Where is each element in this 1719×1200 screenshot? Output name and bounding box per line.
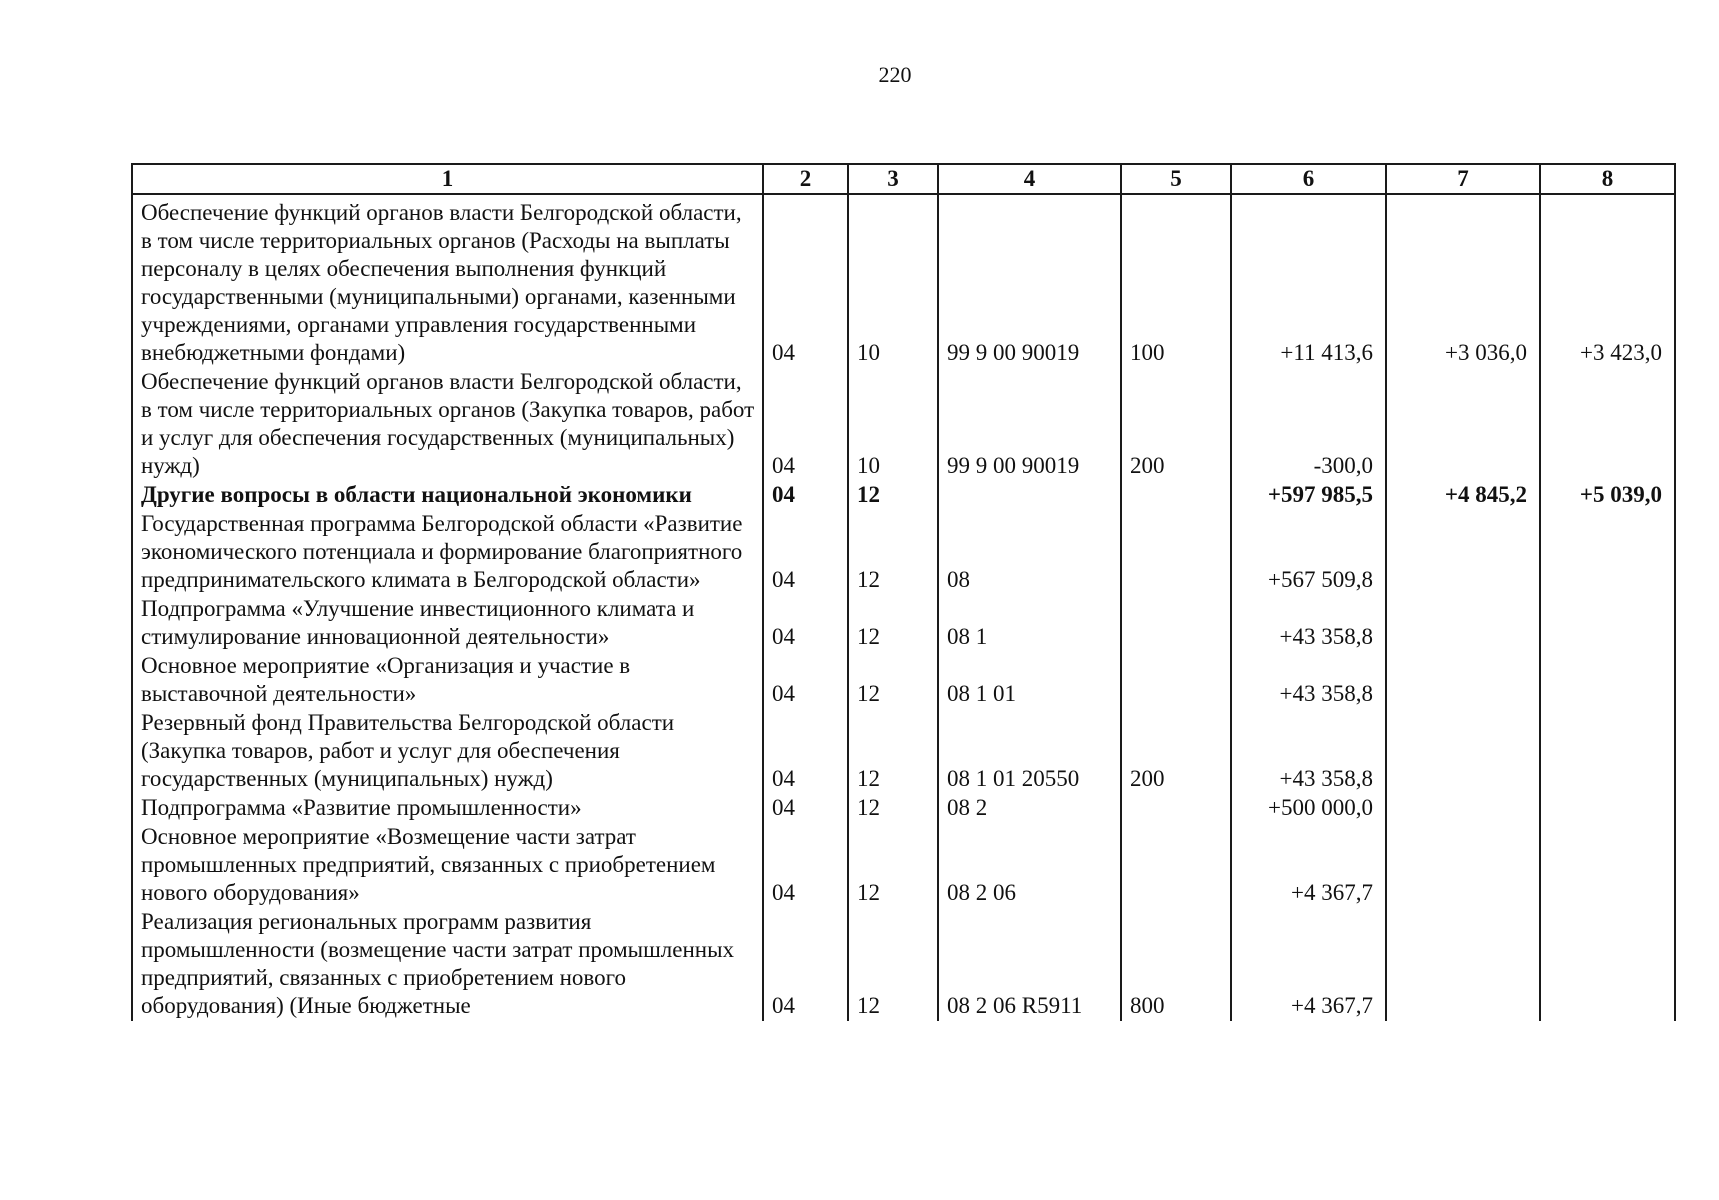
amount-col-8: +3 423,0	[1540, 194, 1675, 368]
expense-type-code	[1121, 510, 1231, 595]
amount-col-7	[1386, 908, 1540, 1021]
amount-col-8	[1540, 709, 1675, 794]
amount-col-8	[1540, 823, 1675, 908]
column-header-1: 1	[132, 164, 763, 194]
column-header-3: 3	[848, 164, 938, 194]
expense-type-code: 800	[1121, 908, 1231, 1021]
row-name: Другие вопросы в области национальной экономики	[132, 481, 763, 510]
target-article-code: 08 2 06	[938, 823, 1121, 908]
expense-type-code: 200	[1121, 709, 1231, 794]
subsection-code: 10	[848, 194, 938, 368]
amount-col-8	[1540, 652, 1675, 709]
target-article-code: 08 1 01	[938, 652, 1121, 709]
amount-col-8	[1540, 510, 1675, 595]
amount-col-7	[1386, 794, 1540, 823]
target-article-code	[938, 481, 1121, 510]
budget-table	[131, 163, 1676, 1021]
table-row	[132, 481, 1675, 510]
section-code: 04	[763, 595, 848, 652]
expense-type-code: 200	[1121, 368, 1231, 481]
subsection-code: 12	[848, 794, 938, 823]
table-row	[132, 709, 1675, 794]
column-header-6: 6	[1231, 164, 1386, 194]
row-name: Реализация региональных программ развития промышленности (возмещение части затрат промышленных предприятий, связанных с приобретением нового оборудования) (Иные бюджетные	[132, 908, 763, 1021]
amount-col-6: +43 358,8	[1231, 595, 1386, 652]
budget-table-container	[131, 163, 1674, 1021]
expense-type-code	[1121, 595, 1231, 652]
column-header-2: 2	[763, 164, 848, 194]
column-header-5: 5	[1121, 164, 1231, 194]
amount-col-6: +4 367,7	[1231, 823, 1386, 908]
target-article-code: 08 2 06 R5911	[938, 908, 1121, 1021]
table-row	[132, 194, 1675, 368]
subsection-code: 12	[848, 595, 938, 652]
amount-col-6: -300,0	[1231, 368, 1386, 481]
section-code: 04	[763, 510, 848, 595]
amount-col-7	[1386, 368, 1540, 481]
amount-col-6: +43 358,8	[1231, 709, 1386, 794]
target-article-code: 08 1	[938, 595, 1121, 652]
amount-col-8	[1540, 794, 1675, 823]
amount-col-7	[1386, 652, 1540, 709]
table-row	[132, 595, 1675, 652]
row-name: Резервный фонд Правительства Белгородской области (Закупка товаров, работ и услуг для обеспечения государственных (муниципальных) нужд)	[132, 709, 763, 794]
table-body	[132, 194, 1675, 1021]
amount-col-6: +567 509,8	[1231, 510, 1386, 595]
subsection-code: 10	[848, 368, 938, 481]
expense-type-code: 100	[1121, 194, 1231, 368]
section-code: 04	[763, 794, 848, 823]
row-name: Обеспечение функций органов власти Белгородской области, в том числе территориальных органов (Расходы на выплаты персоналу в целях обеспечения выполнения функций государственными (муниципальными) органами, казенными учреждениями, органами управления государственными внебюджетными фондами)	[132, 194, 763, 368]
amount-col-8	[1540, 368, 1675, 481]
amount-col-6: +11 413,6	[1231, 194, 1386, 368]
table-row	[132, 510, 1675, 595]
amount-col-8	[1540, 908, 1675, 1021]
target-article-code: 08 1 01 20550	[938, 709, 1121, 794]
amount-col-7: +4 845,2	[1386, 481, 1540, 510]
subsection-code: 12	[848, 823, 938, 908]
table-row	[132, 368, 1675, 481]
amount-col-7	[1386, 595, 1540, 652]
target-article-code: 08	[938, 510, 1121, 595]
expense-type-code	[1121, 481, 1231, 510]
section-code: 04	[763, 709, 848, 794]
target-article-code: 99 9 00 90019	[938, 368, 1121, 481]
amount-col-8: +5 039,0	[1540, 481, 1675, 510]
page-number: 220	[878, 62, 912, 87]
section-code: 04	[763, 908, 848, 1021]
amount-col-6: +500 000,0	[1231, 794, 1386, 823]
row-name: Обеспечение функций органов власти Белгородской области, в том числе территориальных органов (Закупка товаров, работ и услуг для обеспечения государственных (муниципальных) нужд)	[132, 368, 763, 481]
subsection-code: 12	[848, 709, 938, 794]
amount-col-7	[1386, 510, 1540, 595]
table-row	[132, 794, 1675, 823]
table-row	[132, 823, 1675, 908]
column-header-7: 7	[1386, 164, 1540, 194]
subsection-code: 12	[848, 481, 938, 510]
subsection-code: 12	[848, 652, 938, 709]
expense-type-code	[1121, 794, 1231, 823]
section-code: 04	[763, 481, 848, 510]
amount-col-6: +43 358,8	[1231, 652, 1386, 709]
amount-col-6: +597 985,5	[1231, 481, 1386, 510]
expense-type-code	[1121, 652, 1231, 709]
amount-col-6: +4 367,7	[1231, 908, 1386, 1021]
target-article-code: 99 9 00 90019	[938, 194, 1121, 368]
subsection-code: 12	[848, 908, 938, 1021]
amount-col-7	[1386, 709, 1540, 794]
row-name: Основное мероприятие «Возмещение части затрат промышленных предприятий, связанных с приобретением нового оборудования»	[132, 823, 763, 908]
row-name: Подпрограмма «Улучшение инвестиционного климата и стимулирование инновационной деятельности»	[132, 595, 763, 652]
subsection-code: 12	[848, 510, 938, 595]
section-code: 04	[763, 823, 848, 908]
row-name: Государственная программа Белгородской области «Развитие экономического потенциала и формирование благоприятного предпринимательского климата в Белгородской области»	[132, 510, 763, 595]
amount-col-7	[1386, 823, 1540, 908]
row-name: Основное мероприятие «Организация и участие в выставочной деятельности»	[132, 652, 763, 709]
section-code: 04	[763, 368, 848, 481]
header-row	[132, 164, 1675, 194]
table-header	[132, 164, 1675, 194]
section-code: 04	[763, 194, 848, 368]
amount-col-8	[1540, 595, 1675, 652]
column-header-8: 8	[1540, 164, 1675, 194]
expense-type-code	[1121, 823, 1231, 908]
column-header-4: 4	[938, 164, 1121, 194]
section-code: 04	[763, 652, 848, 709]
table-row	[132, 908, 1675, 1021]
amount-col-7: +3 036,0	[1386, 194, 1540, 368]
target-article-code: 08 2	[938, 794, 1121, 823]
row-name: Подпрограмма «Развитие промышленности»	[132, 794, 763, 823]
table-row	[132, 652, 1675, 709]
